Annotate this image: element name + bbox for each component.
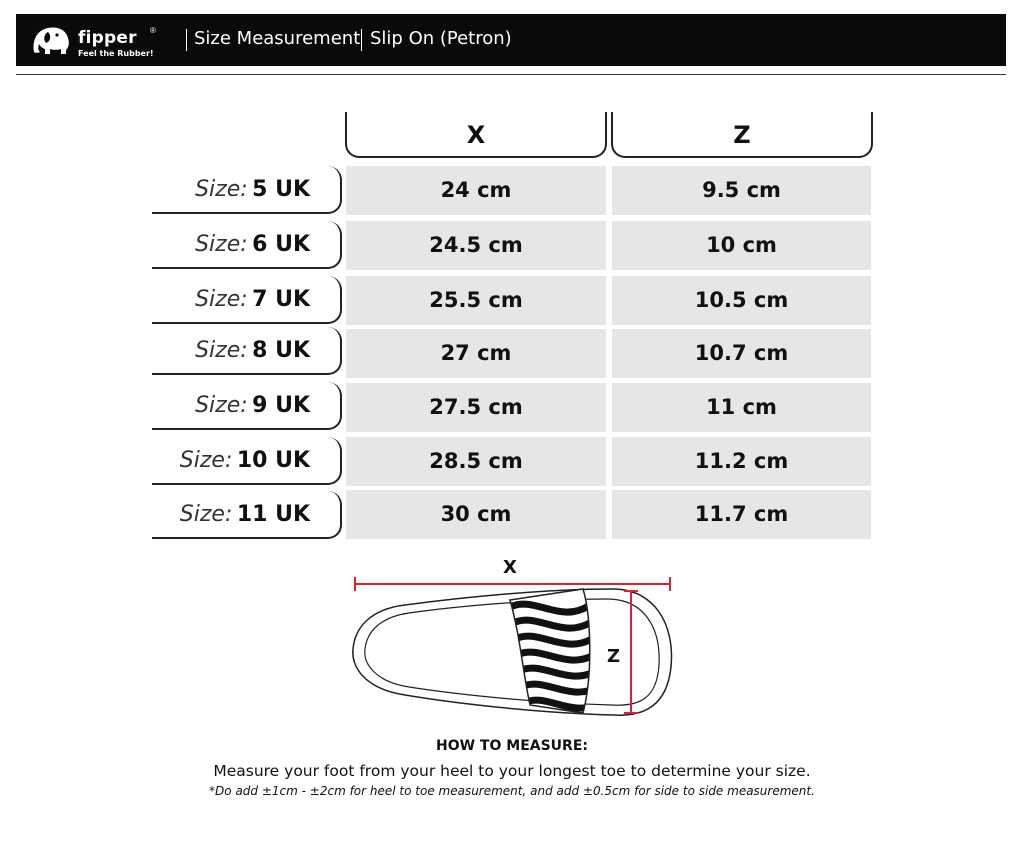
size-label: Size: 10 UK [152,437,342,485]
product-title: Slip On (Petron) [370,28,512,49]
header-bar [16,14,1006,66]
how-to-note: *Do add ±1cm - ±2cm for heel to toe measurement, and add ±0.5cm for side to side measurement. [209,784,815,798]
cell-x: 24.5 cm [346,221,606,270]
size-label: Size: 7 UK [152,276,342,324]
cell-z: 10 cm [612,221,871,270]
cell-z: 10.5 cm [612,276,871,325]
slide-sandal-icon [345,555,685,730]
cell-z: 10.7 cm [612,329,871,378]
z-dimension-label: Z [607,646,621,667]
elephant-icon [30,22,74,58]
size-label: Size: 8 UK [152,327,342,375]
cell-x: 25.5 cm [346,276,606,325]
header-divider [361,29,362,51]
cell-x: 27.5 cm [346,383,606,432]
brand-registered-mark: ® [150,26,156,35]
cell-x: 28.5 cm [346,437,606,486]
size-label: Size: 11 UK [152,491,342,539]
measurement-diagram [345,555,685,730]
section-title: Size Measurement [194,28,361,49]
cell-z: 11.7 cm [612,490,871,539]
column-header-x: X [345,112,607,158]
brand-logo[interactable] [30,22,170,60]
x-dimension-label: X [503,557,517,578]
cell-x: 30 cm [346,490,606,539]
how-to-title: HOW TO MEASURE: [436,738,588,754]
how-to-text: Measure your foot from your heel to your longest toe to determine your size. [213,762,811,780]
column-header-z: Z [611,112,873,158]
size-label: Size: 5 UK [152,166,342,214]
cell-z: 11.2 cm [612,437,871,486]
cell-x: 27 cm [346,329,606,378]
brand-name: fipper [78,28,137,48]
cell-z: 11 cm [612,383,871,432]
brand-tagline: Feel the Rubber! [78,49,154,58]
header-rule [16,74,1006,75]
header-divider [186,29,187,51]
cell-x: 24 cm [346,166,606,215]
cell-z: 9.5 cm [612,166,871,215]
size-label: Size: 9 UK [152,382,342,430]
size-label: Size: 6 UK [152,221,342,269]
